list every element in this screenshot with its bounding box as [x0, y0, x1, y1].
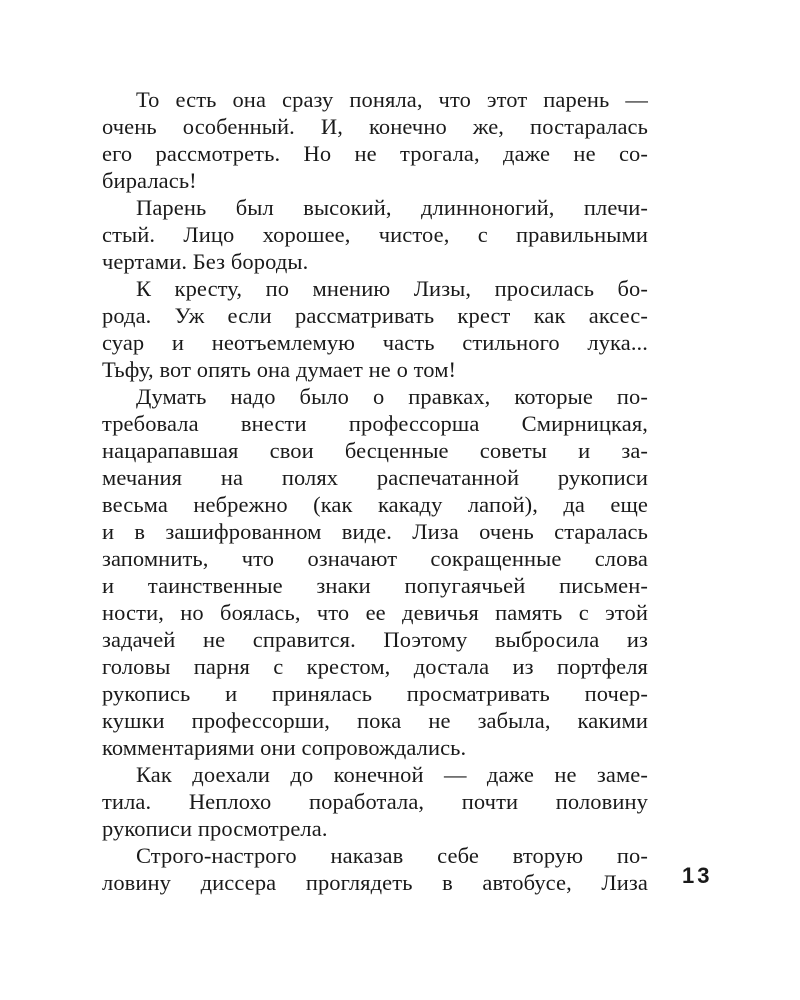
- text-line: Строго-настрого наказав себе вторую по-: [136, 843, 648, 868]
- paragraph: [102, 761, 648, 842]
- text-line: запомнить, что означают сокращенные слова: [102, 546, 648, 571]
- page-number: 13: [682, 863, 713, 888]
- text-line: рукописи просмотрела.: [102, 816, 328, 841]
- body-text: [102, 86, 648, 896]
- text-line: и таинственные знаки попугаячьей письмен-: [102, 573, 648, 598]
- text-line: требовала внести профессорша Смирницкая,: [102, 411, 648, 436]
- text-line: рода. Уж если рассматривать крест как аксес-: [102, 303, 648, 328]
- text-line: Как доехали до конечной — даже не заме-: [136, 762, 648, 787]
- text-line: ловину диссера проглядеть в автобусе, Лиза: [102, 870, 648, 895]
- paragraph: [102, 275, 648, 383]
- text-line: стый. Лицо хорошее, чистое, с правильными: [102, 222, 648, 247]
- text-line: чертами. Без бороды.: [102, 249, 309, 274]
- text-line: Тьфу, вот опять она думает не о том!: [102, 357, 457, 382]
- text-line: головы парня с крестом, достала из портфеля: [102, 654, 648, 679]
- text-line: задачей не справится. Поэтому выбросила из: [102, 627, 648, 652]
- paragraph: [102, 842, 648, 896]
- text-line: кушки профессорши, пока не забыла, какими: [102, 708, 648, 733]
- text-line: нацарапавшая свои бесценные советы и за-: [102, 438, 648, 463]
- text-line: комментариями они сопровождались.: [102, 735, 467, 760]
- text-line: ности, но боялась, что ее девичья память с этой: [102, 600, 648, 625]
- text-line: тила. Неплохо поработала, почти половину: [102, 789, 648, 814]
- text-line: рукопись и принялась просматривать почер-: [102, 681, 648, 706]
- paragraph: [102, 194, 648, 275]
- text-line: биралась!: [102, 168, 197, 193]
- text-line: его рассмотреть. Но не трогала, даже не со-: [102, 141, 648, 166]
- text-line: Думать надо было о правках, которые по-: [136, 384, 648, 409]
- text-line: весьма небрежно (как какаду лапой), да еще: [102, 492, 648, 517]
- text-line: К кресту, по мнению Лизы, просилась бо-: [136, 276, 648, 301]
- paragraph: [102, 383, 648, 761]
- paragraph: [102, 86, 648, 194]
- text-line: То есть она сразу поняла, что этот парень —: [136, 87, 648, 112]
- text-line: и в зашифрованном виде. Лиза очень старалась: [102, 519, 648, 544]
- text-line: очень особенный. И, конечно же, постаралась: [102, 114, 648, 139]
- text-line: суар и неотъемлемую часть стильного лука...: [102, 330, 648, 355]
- text-line: Парень был высокий, длинноногий, плечи-: [136, 195, 648, 220]
- text-line: мечания на полях распечатанной рукописи: [102, 465, 648, 490]
